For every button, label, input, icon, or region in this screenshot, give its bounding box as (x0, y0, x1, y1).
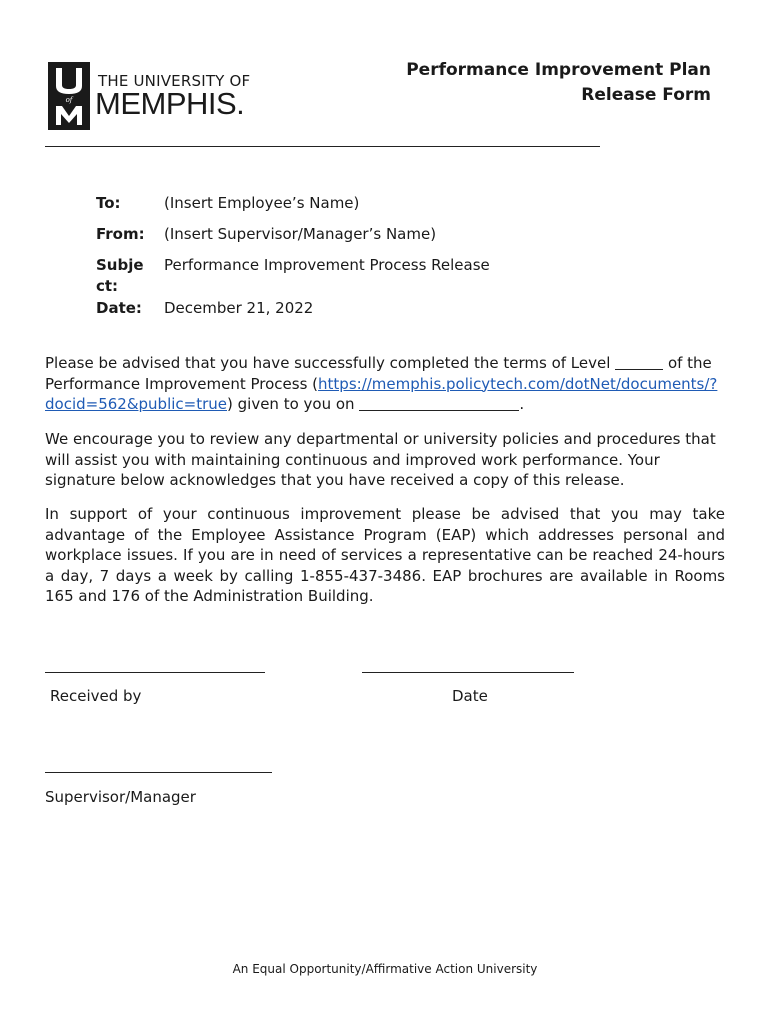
date-value: December 21, 2022 (164, 299, 314, 317)
given-date-blank (359, 396, 519, 411)
u-of-m-logo-mark (48, 62, 90, 130)
from-label: From: (96, 225, 145, 243)
p1-text-a: Please be advised that you have successfully completed the terms of Level (45, 354, 616, 372)
form-title (406, 58, 711, 108)
level-blank (615, 355, 663, 370)
logo-line-university-of: THE UNIVERSITY OF (98, 72, 251, 90)
p1-text-d: . (519, 395, 525, 413)
received-by-label: Received by (50, 687, 142, 705)
supervisor-label: Supervisor/Manager (45, 788, 196, 806)
p1-text-b: of the Performance Improvement Process ( (45, 354, 712, 393)
paragraph-completion-notice (45, 353, 725, 415)
university-logo (48, 62, 253, 132)
date-signature-label: Date (452, 687, 488, 705)
to-label: To: (96, 194, 121, 212)
footer-eeo-statement: An Equal Opportunity/Affirmative Action University (232, 962, 538, 976)
date-signature-line (362, 672, 574, 673)
paragraph-eap: In support of your continuous improvement please be advised that you may take advantage of the Employee Assistance Program (EAP) which addresses personal and workplace issues. If you are in need of services a representative can be reached 24-hours a day, 7 days a week by calling 1-855-437-3486. EAP brochures are available in Rooms 165 and 176 of the Administration Building. (45, 505, 725, 605)
paragraph-encouragement: We encourage you to review any departmental or university policies and procedures that will assist you with maintaining continuous and improved work performance. Your signature below acknowledges that you have received a copy of this release. (45, 430, 716, 489)
subject-label: Subject: (96, 256, 144, 295)
form-title-line-1: Performance Improvement Plan (406, 60, 711, 80)
received-by-signature-line (45, 672, 265, 673)
from-value: (Insert Supervisor/Manager’s Name) (164, 225, 437, 243)
subject-value: Performance Improvement Process Release (164, 256, 490, 274)
p1-text-c: ) given to you on (227, 395, 360, 413)
supervisor-signature-line (45, 772, 272, 773)
logo-line-memphis: MEMPHIS. (95, 86, 245, 121)
date-label: Date: (96, 299, 142, 317)
to-value: (Insert Employee’s Name) (164, 194, 360, 212)
header-divider (45, 146, 600, 147)
svg-text:of: of (65, 96, 73, 104)
policy-link[interactable]: https://memphis.policytech.com/dotNet/documents/?docid=562&public=true (45, 374, 718, 413)
form-title-line-2: Release Form (581, 85, 711, 105)
